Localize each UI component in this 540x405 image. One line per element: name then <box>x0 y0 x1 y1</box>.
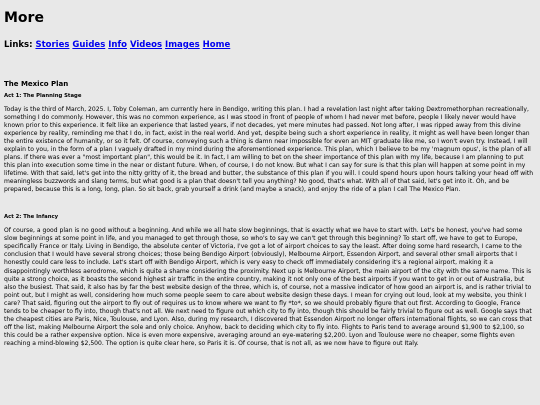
nav-label: Links: <box>4 40 33 50</box>
act-1-paragraph: Today is the third of March, 2025. I, Toby Coleman, am currently here in Bendigo, writing this plan. I had a revelation last night after taking Dextromethorphan recreationally, something I do commonly. However, this was no common experience, as I was stood in front of people of whom I had never met before, people I likely never would have known prior to this experience. It felt like an experience that lasted years, if not decades, yet mere minutes had passed. Not long after, I was ripped away from this divine experience by reality, reminding me that I do, in fact, exist in the real world. And yet, despite being such a short experience in reality, it might as well have been longer than the entire existence of humanity, or so it felt. Of course, conveying such a thing is damn near impossible for even an MIT graduate like me, so I won't even try. Instead, I will explain to you, in the form of a plan I vaguely drafted in my mind during the aforementioned experience. This plan, which I believe to be my 'magnum opus', is the plan of all plans. If there was ever a "most important plan", this would be it. In fact, I am willing to bet on the sheer importance of this plan with my life, because I am planning to put this plan into execution some time in the near or distant future. When, of course, I do not know. But what I can say for sure is that this plan will happen at some point in my lifetime. With that said, let's get into the nitty gritty of it, the bread and butter, the substance of this plan if you will. I could spend hours upon hours talking your head off with meaningless buzzwords and slang terms, but what good is a plan that doesn't tell you anything? No good, that's what. With all of that said, let's get into it. Oh, and be prepared, because this is a long, long, plan. So sit back, grab yourself a drink (and maybe a snack), and enjoy the ride of a plan I call The Mexico Plan. <box>4 106 534 194</box>
act-2-paragraph: Of course, a good plan is no good without a beginning. And while we all hate slow beginnings, that is exactly what we have to start with. Let's be honest, you've had some slow beginnings at some point in life, and you managed to get through those, so who's to say we can't get through this beginning? To start off, we have to get to Europe, specifically France or Italy. Living in Bendigo, the absolute center of Victoria, I've got a lot of airport choices to say the least. After doing some hard research, I came to the conclusion that I would have several strong choices; those being Bendigo Airport (obviously), Melbourne Airport, Essendon Airport, and several other small airports that I honestly could care less to include. Let's start off with Bendigo Airport, which is very easy to check off immediately considering it's a regional airport, making it a disappointingly worthless aerodrome, which is quite a shame considering the proximity. Next up is Melbourne Airport, the main airport of the city with the same name. This is quite a strong choice, as it boasts the second highest air traffic in the entire country, making it not only one of the best airports if you want to get in or out of Australia, but also the busiest. That said, it also has by far the best website design of the three, which is, of course, not a massive indicator of how good an airport is, and is rather trivial to point out, but I might as well, considering how much some people seem to care about website design these days. I mean for crying out loud, look at my website, you think I care? That said, figuring out the airport to fly out of requires us to know where we want to fly *to*, so we should probably figure that out first. According to Google, France tends to be cheaper to fly into, though that's not all. We next need to figure out which city to fly into, though this should be fairly trivial to figure out as well. Google says that the cheapest cities are Paris, Nice, Toulouse, and Lyon. Also, during my research, I discovered that Essendon Airport no longer offers international flights, so we can cross that off the list, making Melbourne Airport the sole and only choice. Anyhow, back to deciding which city to fly into. Flights to Paris tend to average around $1,900 to $2,100, so this could be a rather expensive option. Nice is even more expensive, averaging around an eye-watering $2,200. Lyon and Toulouse were no cheaper, some flights even reaching a mind-blowing $2,500. The option is quite clear here, so Paris it is. Of course, that is not all, as we now have to figure out Italy. <box>4 227 532 347</box>
nav-link-stories[interactable]: Stories <box>35 40 70 50</box>
nav-link-home[interactable]: Home <box>202 40 231 50</box>
nav-links <box>4 40 536 50</box>
act-1-heading: Act 1: The Planning Stage <box>4 93 82 99</box>
article-title: The Mexico Plan <box>4 80 69 88</box>
nav-link-videos[interactable]: Videos <box>129 40 163 50</box>
nav-link-guides[interactable]: Guides <box>72 40 106 50</box>
act-2-heading: Act 2: The Infancy <box>4 214 59 221</box>
site-title: More <box>4 10 44 26</box>
nav-link-info[interactable]: Info <box>108 40 127 50</box>
nav-link-images[interactable]: Images <box>165 40 200 50</box>
